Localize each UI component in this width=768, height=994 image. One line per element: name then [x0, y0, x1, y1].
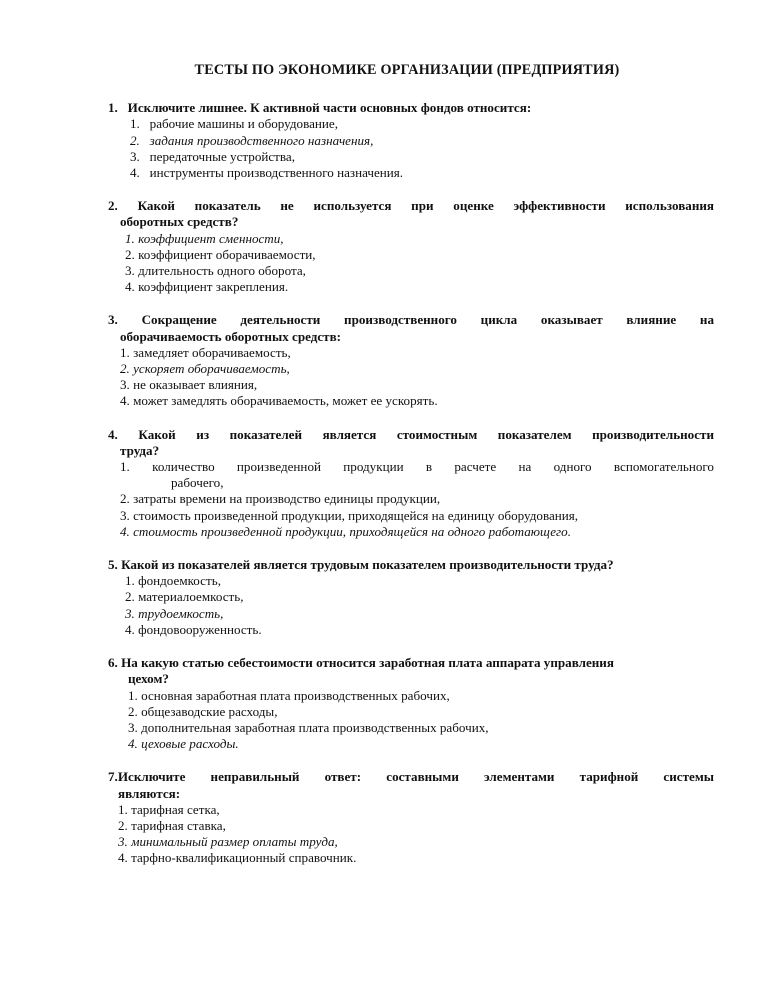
question-number: 6. — [108, 655, 118, 671]
question-3: 3. Сокращение деятельности производственного цикла оказывает влияние на оборачиваемость оборотных средств: 1. замедляет оборачиваемость, 2. ускоряет оборачиваемость, 3. не оказывает влияния, 4. может замедлять оборачиваемость, может ее ускорять. — [108, 312, 714, 409]
question-1 — [108, 100, 714, 181]
answer-option: 1. замедляет оборачиваемость, — [120, 344, 291, 360]
question-number: 3. — [108, 312, 118, 328]
question-5 — [108, 557, 714, 638]
answer-option: 2. затраты времени на производство единицы продукции, — [120, 491, 441, 507]
answer-option: 1. фондоемкость, — [125, 573, 221, 589]
answer-option: 2. общезаводские расходы, — [128, 703, 278, 719]
answer-option: 4. тарфно-квалификационный справочник. — [118, 850, 357, 866]
answer-option-correct: 2. ускоряет оборачиваемость, — [120, 361, 290, 377]
question-text: 2. Какой показатель не используется при оценке эффективности использования — [108, 198, 714, 214]
answer-option-correct: 2. задания производственного назначения, — [130, 132, 374, 148]
answer-option: 3. дополнительная заработная плата производственных рабочих, — [128, 719, 489, 735]
question-text: 6. На какую статью себестоимости относится заработная плата аппарата управления — [108, 655, 614, 671]
question-number: 5. — [108, 557, 118, 573]
answer-option-correct: 1. коэффициент сменности, — [125, 230, 284, 246]
answer-option: 4. инструменты производственного назначения. — [130, 165, 404, 181]
question-text: 4. Какой из показателей является стоимостным показателем производительности — [108, 426, 715, 442]
question-number: 7. — [108, 769, 118, 785]
question-number: 2. — [108, 198, 118, 214]
answer-option: 4. фондовооруженность. — [125, 621, 262, 637]
question-2: 2. Какой показатель не используется при оценке эффективности использования оборотных средств? 1. коэффициент сменности, 2. коэффициент оборачиваемости, 3. длительность одного оборота, 4. коэффициент закрепления. — [108, 198, 714, 295]
question-text: 3. Сокращение деятельности производственного цикла оказывает влияние на — [108, 312, 714, 328]
question-7: 7.Исключите неправильный ответ: составными элементами тарифной системы являются: 1. тарифная сетка, 2. тарифная ставка, 3. минимальный размер оплаты труда, 4. тарфно-квалификационный справочник. — [108, 769, 714, 866]
answer-option: 2. коэффициент оборачиваемости, — [125, 246, 316, 262]
answer-option: 3. длительность одного оборота, — [125, 263, 306, 279]
answer-option-correct: 4. стоимость произведенной продукции, приходящейся на одного работающего. — [120, 523, 571, 539]
question-text: 5. Какой из показателей является трудовым показателем производительности труда? — [108, 557, 614, 573]
answer-option: 1. тарифная сетка, — [118, 801, 220, 817]
question-text: 1. Исключите лишнее. К активной части основных фондов относится: — [108, 100, 532, 116]
answer-option: 1. основная заработная плата производственных рабочих, — [128, 687, 450, 703]
answer-option: 1. рабочие машины и оборудование, — [130, 116, 338, 132]
answer-option: 2. материалоемкость, — [125, 589, 244, 605]
question-text: 7.Исключите неправильный ответ: составными элементами тарифной системы — [108, 769, 714, 785]
answer-option: 1. количество произведенной продукции в расчете на одного вспомогательного — [120, 459, 714, 475]
question-number: 1. — [108, 100, 118, 116]
answer-option: 2. тарифная ставка, — [118, 817, 226, 833]
question-4: 4. Какой из показателей является стоимостным показателем производительности труда? 1. количество произведенной продукции в расчете на одного вспомогательного рабочего, 2. затраты времени на производство единицы продукции, 3. стоимость произведенной продукции, приходящейся на единицу оборудования, 4. стоимость произведенной продукции, приходящейся на одного работающего. — [108, 426, 715, 539]
answer-option-correct: 4. цеховые расходы. — [128, 736, 239, 752]
answer-option: 3. стоимость произведенной продукции, приходящейся на единицу оборудования, — [120, 507, 579, 523]
page-title: ТЕСТЫ ПО ЭКОНОМИКЕ ОРГАНИЗАЦИИ (ПРЕДПРИЯТИЯ) — [194, 62, 620, 78]
answer-option: 4. коэффициент закрепления. — [125, 279, 289, 295]
answer-option-correct: 3. трудоемкость, — [125, 605, 224, 621]
answer-option: 3. передаточные устройства, — [130, 148, 295, 164]
question-number: 4. — [108, 426, 118, 442]
answer-option: 4. может замедлять оборачиваемость, может ее ускорять. — [120, 393, 438, 409]
answer-option-correct: 3. минимальный размер оплаты труда, — [118, 834, 338, 850]
answer-option: 3. не оказывает влияния, — [120, 377, 258, 393]
question-6: 6. На какую статью себестоимости относится заработная плата аппарата управления цехом? 1. основная заработная плата производственных рабочих, 2. общезаводские расходы, 3. дополнительная заработная плата производственных рабочих, 4. цеховые расходы. — [108, 655, 714, 752]
